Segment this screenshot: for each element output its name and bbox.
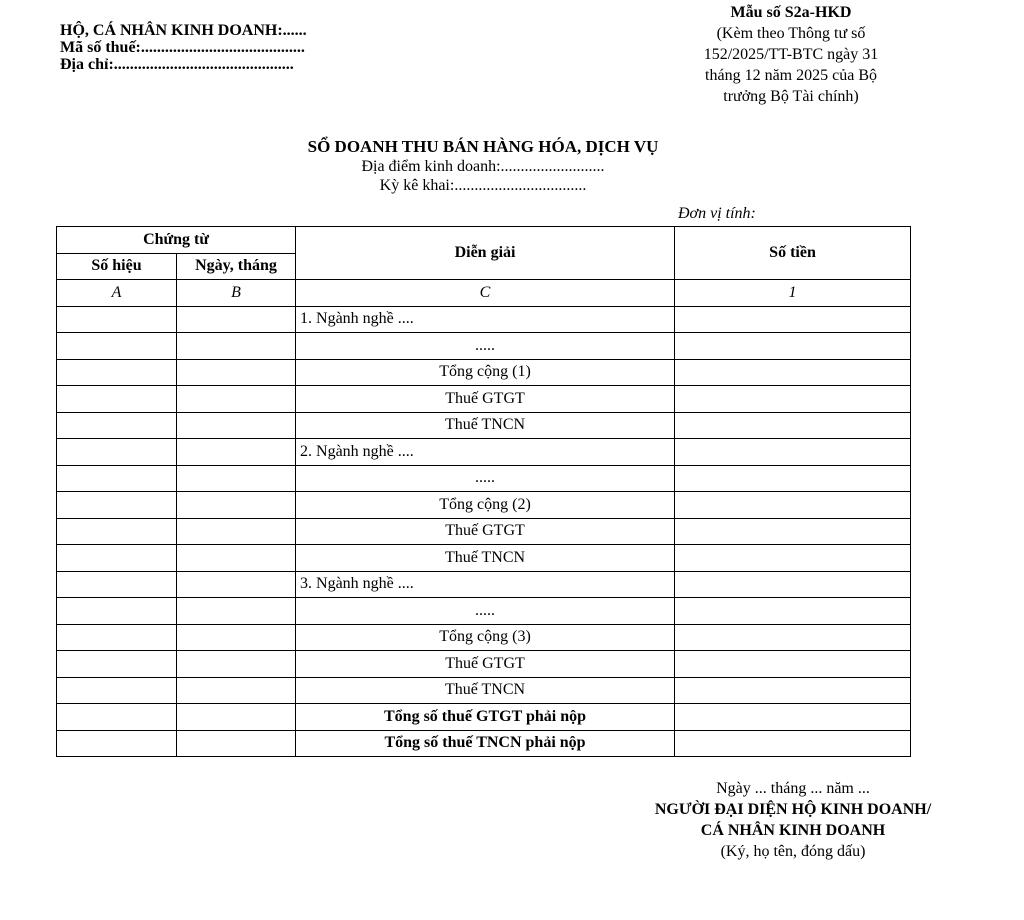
voucher-date-cell — [177, 359, 296, 386]
title-block — [0, 137, 966, 195]
revenue-ledger-table — [56, 226, 911, 757]
amount-cell — [675, 730, 911, 757]
amount-cell — [675, 465, 911, 492]
voucher-number-cell — [57, 465, 177, 492]
tax-code-line: Mã số thuế:......................................... — [60, 39, 305, 56]
column-code-row — [57, 280, 911, 307]
amount-cell — [675, 545, 911, 572]
voucher-date-cell — [177, 704, 296, 731]
business-location-line: Địa điểm kinh doanh:.......................... — [361, 158, 605, 175]
table-row — [57, 651, 911, 678]
voucher-number-header: Số hiệu — [57, 253, 177, 280]
description-cell: Thuế TNCN — [296, 545, 675, 572]
signature-block — [630, 778, 956, 862]
description-cell: Tổng cộng (2) — [296, 492, 675, 519]
description-cell: ..... — [296, 465, 675, 492]
amount-cell — [675, 333, 911, 360]
voucher-date-header: Ngày, tháng — [177, 253, 296, 280]
table-row — [57, 598, 911, 625]
form-reference-line-4: trưởng Bộ Tài chính) — [723, 88, 859, 105]
voucher-date-cell — [177, 624, 296, 651]
table-row — [57, 306, 911, 333]
description-cell: Thuế GTGT — [296, 386, 675, 413]
description-cell: ..... — [296, 598, 675, 625]
voucher-number-cell — [57, 704, 177, 731]
description-cell: Tổng cộng (1) — [296, 359, 675, 386]
column-code-a: A — [57, 280, 177, 307]
voucher-number-cell — [57, 571, 177, 598]
representative-role-line-1: NGƯỜI ĐẠI DIỆN HỘ KINH DOANH/ — [654, 801, 932, 818]
description-cell: Tổng số thuế GTGT phải nộp — [296, 704, 675, 731]
column-code-c: C — [296, 280, 675, 307]
table-row — [57, 492, 911, 519]
amount-cell — [675, 386, 911, 413]
voucher-number-cell — [57, 333, 177, 360]
voucher-date-cell — [177, 333, 296, 360]
table-row — [57, 624, 911, 651]
voucher-number-cell — [57, 545, 177, 572]
voucher-date-cell — [177, 386, 296, 413]
table-row — [57, 359, 911, 386]
voucher-number-cell — [57, 306, 177, 333]
amount-cell — [675, 306, 911, 333]
voucher-number-cell — [57, 624, 177, 651]
amount-cell — [675, 571, 911, 598]
amount-cell — [675, 359, 911, 386]
voucher-date-cell — [177, 306, 296, 333]
voucher-date-cell — [177, 730, 296, 757]
amount-cell — [675, 704, 911, 731]
voucher-date-cell — [177, 598, 296, 625]
amount-cell — [675, 492, 911, 519]
form-reference-line-1: (Kèm theo Thông tư số — [716, 25, 866, 42]
amount-cell — [675, 598, 911, 625]
voucher-date-cell — [177, 651, 296, 678]
amount-header: Số tiền — [675, 227, 911, 280]
table-row — [57, 386, 911, 413]
table-row — [57, 439, 911, 466]
signature-date-line: Ngày ... tháng ... năm ... — [716, 780, 870, 797]
voucher-number-cell — [57, 598, 177, 625]
voucher-number-cell — [57, 412, 177, 439]
voucher-number-cell — [57, 730, 177, 757]
form-reference — [660, 2, 922, 107]
amount-cell — [675, 624, 911, 651]
amount-cell — [675, 439, 911, 466]
description-cell: Thuế TNCN — [296, 412, 675, 439]
column-code-1: 1 — [675, 280, 911, 307]
description-cell: Thuế GTGT — [296, 651, 675, 678]
voucher-number-cell — [57, 359, 177, 386]
description-cell: Thuế GTGT — [296, 518, 675, 545]
voucher-number-cell — [57, 518, 177, 545]
amount-cell — [675, 677, 911, 704]
signature-note: (Ký, họ tên, đóng dấu) — [720, 843, 866, 860]
form-number: Mẫu số S2a-HKD — [730, 4, 852, 21]
representative-role-line-2: CÁ NHÂN KINH DOANH — [700, 822, 886, 839]
form-reference-line-2: 152/2025/TT-BTC ngày 31 — [703, 46, 879, 63]
amount-cell — [675, 518, 911, 545]
voucher-number-cell — [57, 492, 177, 519]
table-row — [57, 465, 911, 492]
description-cell: Tổng số thuế TNCN phải nộp — [296, 730, 675, 757]
column-code-b: B — [177, 280, 296, 307]
voucher-date-cell — [177, 439, 296, 466]
unit-label: Đơn vị tính: — [678, 205, 756, 222]
description-cell: 1. Ngành nghề .... — [296, 306, 675, 333]
amount-cell — [675, 651, 911, 678]
description-cell: 3. Ngành nghề .... — [296, 571, 675, 598]
voucher-number-cell — [57, 677, 177, 704]
table-row — [57, 571, 911, 598]
document-title: SỔ DOANH THU BÁN HÀNG HÓA, DỊCH VỤ — [307, 137, 659, 156]
voucher-date-cell — [177, 571, 296, 598]
voucher-date-cell — [177, 492, 296, 519]
table-row — [57, 412, 911, 439]
business-info — [60, 22, 307, 73]
voucher-date-cell — [177, 545, 296, 572]
voucher-date-cell — [177, 677, 296, 704]
table-row — [57, 677, 911, 704]
table-row — [57, 730, 911, 757]
voucher-date-cell — [177, 465, 296, 492]
voucher-number-cell — [57, 386, 177, 413]
voucher-date-cell — [177, 518, 296, 545]
form-reference-line-3: tháng 12 năm 2025 của Bộ — [705, 67, 877, 84]
table-row — [57, 704, 911, 731]
voucher-group-header: Chứng từ — [57, 227, 296, 254]
business-name-line: HỘ, CÁ NHÂN KINH DOANH:...... — [60, 22, 307, 39]
declaration-period-line: Kỳ kê khai:................................. — [379, 177, 587, 194]
table-row — [57, 333, 911, 360]
voucher-date-cell — [177, 412, 296, 439]
voucher-number-cell — [57, 651, 177, 678]
table-row — [57, 545, 911, 572]
description-cell: ..... — [296, 333, 675, 360]
table-row — [57, 518, 911, 545]
address-line: Địa chỉ:............................................. — [60, 56, 294, 73]
description-header: Diễn giải — [296, 227, 675, 280]
description-cell: 2. Ngành nghề .... — [296, 439, 675, 466]
table-header-row — [57, 227, 911, 254]
description-cell: Thuế TNCN — [296, 677, 675, 704]
description-cell: Tổng cộng (3) — [296, 624, 675, 651]
amount-cell — [675, 412, 911, 439]
voucher-number-cell — [57, 439, 177, 466]
